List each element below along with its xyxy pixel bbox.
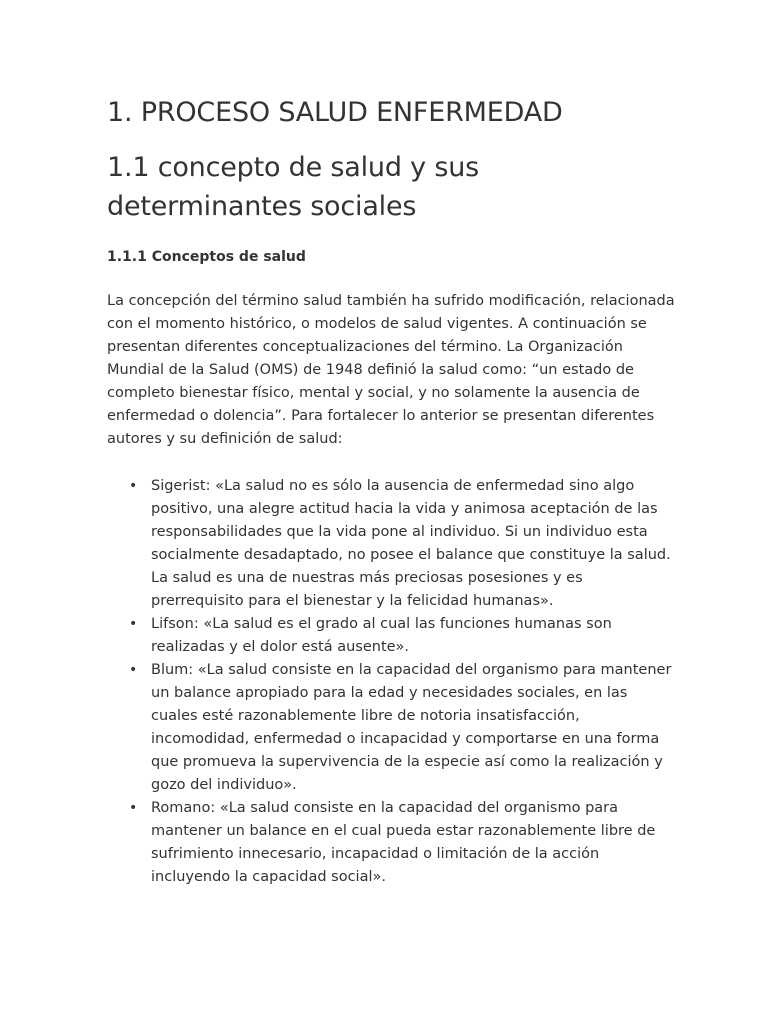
bullet-icon: •	[129, 478, 138, 494]
section-heading: 1.1.1 Conceptos de salud	[107, 249, 306, 265]
definition-text: Blum: «La salud consiste en la capacidad del organismo para mantener un balance apropiado para la edad y necesidades sociales, en las cuales esté razonablemente libre de notoria insatisfacción, incomodidad, enfermedad o incapacidad y comportarse en una forma que promueva la supervivencia de la especie así como la realización y gozo del individuo».	[151, 662, 672, 793]
definitions-list	[107, 475, 677, 889]
list-item-lifson	[107, 613, 677, 659]
page-title: 1. PROCESO SALUD ENFERMEDAD	[107, 97, 563, 128]
definition-text: Romano: «La salud consiste en la capacidad del organismo para mantener un balance en el cual pueda estar razonablemente libre de sufrimiento innecesario, incapacidad o limitación de la acción incluyendo la capacidad social».	[151, 800, 656, 885]
list-item-blum	[107, 659, 677, 797]
list-item-sigerist	[107, 475, 677, 613]
definition-text: Lifson: «La salud es el grado al cual las funciones humanas son realizadas y el dolor está ausente».	[151, 616, 612, 655]
bullet-icon: •	[129, 800, 138, 816]
chapter-subtitle: 1.1 concepto de salud y sus determinantes sociales	[107, 152, 479, 222]
document-page	[107, 96, 677, 889]
intro-paragraph: La concepción del término salud también ha sufrido modificación, relacionada con el momento histórico, o modelos de salud vigentes. A continuación se presentan diferentes conceptualizaciones del término. La Organización Mundial de la Salud (OMS) de 1948 definió la salud como: “un estado de completo bienestar físico, mental y social, y no solamente la ausencia de enfermedad o dolencia”. Para fortalecer lo anterior se presentan diferentes autores y su definición de salud:	[107, 293, 675, 447]
list-item-romano	[107, 797, 677, 889]
definition-text: Sigerist: «La salud no es sólo la ausencia de enfermedad sino algo positivo, una alegre actitud hacia la vida y animosa aceptación de las responsabilidades que la vida pone al individuo. Si un individuo esta socialmente desadaptado, no posee el balance que constituye la salud. La salud es una de nuestras más preciosas posesiones y es prerrequisito para el bienestar y la felicidad humanas».	[151, 478, 671, 609]
bullet-icon: •	[129, 662, 138, 678]
bullet-icon: •	[129, 616, 138, 632]
